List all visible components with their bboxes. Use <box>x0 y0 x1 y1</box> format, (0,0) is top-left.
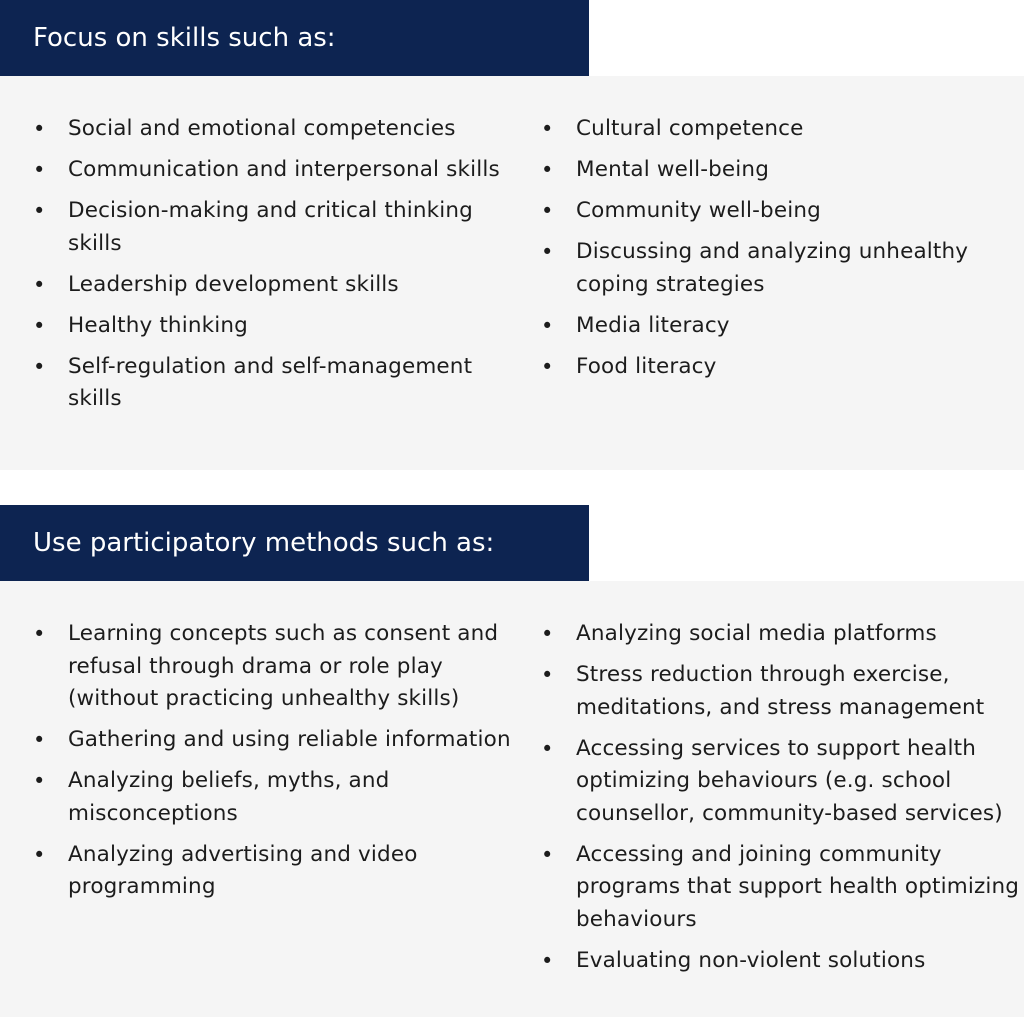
skills-left-list <box>0 113 530 424</box>
list-item-text: Community well-being <box>576 198 821 223</box>
list-item-text: Discussing and analyzing unhealthy coping strategies <box>576 239 969 297</box>
bullet-icon: • <box>541 622 554 646</box>
list-item-text: Accessing and joining community programs that support health optimizing behaviours <box>576 841 1020 932</box>
list-item <box>508 945 1024 978</box>
list-item-text: Cultural competence <box>576 116 804 141</box>
list-item-text: Stress reduction through exercise, meditations, and stress management <box>576 662 985 720</box>
bullet-icon: • <box>541 736 554 761</box>
list-item <box>508 659 1024 724</box>
list-item-text: Social and emotional competencies <box>68 116 456 141</box>
list-item <box>0 839 530 904</box>
list-item <box>508 310 1024 343</box>
list-item-text: Analyzing social media platforms <box>576 621 937 646</box>
methods-section-body <box>0 581 1024 1017</box>
skills-section <box>0 0 1024 470</box>
skills-section-body <box>0 76 1024 470</box>
list-item <box>508 839 1024 937</box>
bullet-icon: • <box>541 842 554 867</box>
list-item <box>0 195 530 260</box>
list-item <box>0 269 530 302</box>
list-item <box>508 618 1024 651</box>
bullet-icon: • <box>541 948 554 973</box>
list-item-text: Analyzing advertising and video programming <box>68 841 418 899</box>
bullet-icon: • <box>541 199 554 223</box>
list-item <box>508 236 1024 301</box>
list-item <box>0 765 530 830</box>
bullet-icon: • <box>33 117 46 141</box>
list-item <box>508 351 1024 384</box>
methods-section-title: Use participatory methods such as: <box>0 505 589 581</box>
list-item-text: Analyzing beliefs, myths, and misconceptions <box>68 768 390 826</box>
bullet-icon: • <box>541 117 554 141</box>
list-item <box>508 195 1024 228</box>
list-item-text: Gathering and using reliable information <box>68 727 511 752</box>
list-item-text: Food literacy <box>576 353 717 379</box>
list-item <box>508 733 1024 831</box>
list-item-text: Accessing services to support health optimizing behaviours (e.g. school counsellor, community-based services) <box>576 735 1003 826</box>
list-item <box>0 310 530 343</box>
skills-section-title: Focus on skills such as: <box>0 0 589 76</box>
list-item-text: Healthy thinking <box>68 312 248 338</box>
bullet-icon: • <box>33 354 46 379</box>
bullet-icon: • <box>541 313 554 338</box>
list-item-text: Mental well-being <box>576 157 770 182</box>
skills-right-list <box>508 113 1024 392</box>
list-item <box>0 724 530 757</box>
methods-left-list <box>0 618 530 912</box>
bullet-icon: • <box>33 622 46 646</box>
bullet-icon: • <box>541 663 554 687</box>
bullet-icon: • <box>33 313 46 338</box>
list-item-text: Communication and interpersonal skills <box>68 157 500 182</box>
list-item-text: Media literacy <box>576 312 730 338</box>
list-item-text: Leadership development skills <box>68 271 399 297</box>
bullet-icon: • <box>541 354 554 379</box>
bullet-icon: • <box>33 769 46 793</box>
bullet-icon: • <box>33 272 46 297</box>
list-item-text: Learning concepts such as consent and refusal through drama or role play (without practicing unhealthy skills) <box>68 621 499 711</box>
list-item <box>0 154 530 187</box>
bullet-icon: • <box>33 158 46 182</box>
list-item-text: Decision-making and critical thinking skills <box>68 198 473 256</box>
bullet-icon: • <box>541 240 554 264</box>
bullet-icon: • <box>541 158 554 182</box>
methods-right-list <box>508 618 1024 986</box>
bullet-icon: • <box>33 728 46 752</box>
list-item-text: Self-regulation and self-management skills <box>68 353 473 411</box>
bullet-icon: • <box>33 842 46 867</box>
bullet-icon: • <box>33 199 46 223</box>
list-item-text: Evaluating non-violent solutions <box>576 947 926 973</box>
list-item <box>508 154 1024 187</box>
methods-section <box>0 505 1024 1017</box>
list-item <box>0 618 530 716</box>
list-item <box>508 113 1024 146</box>
list-item <box>0 113 530 146</box>
list-item <box>0 351 530 416</box>
